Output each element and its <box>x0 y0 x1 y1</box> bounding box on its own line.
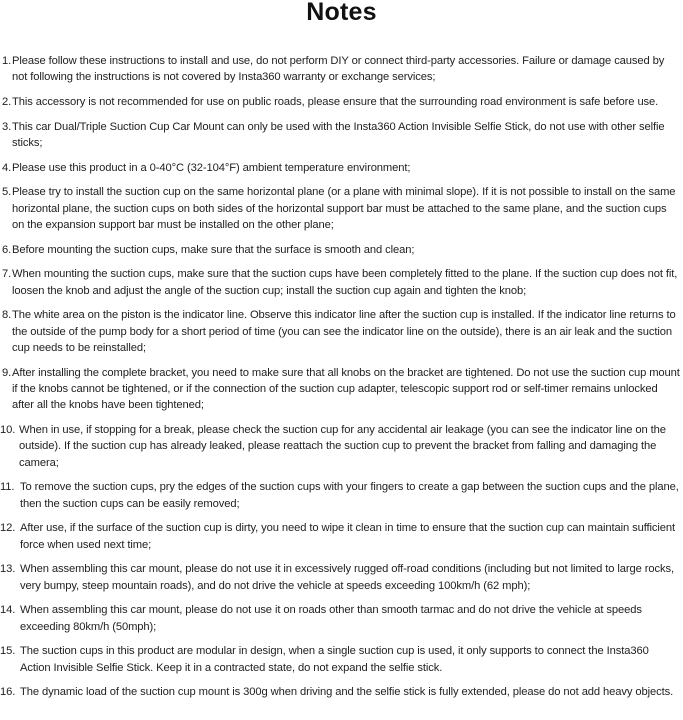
note-item-9 <box>0 365 683 414</box>
note-item-10 <box>0 422 683 471</box>
note-text: The suction cups in this product are modular in design, when a single suction cup is used, it only supports to connect the Insta360 Action Invisible Selfie Stick. Keep it in a contracted state, do not expand the selfie stick. <box>20 645 649 674</box>
note-text: When assembling this car mount, please do not use it in excessively rugged off-road conditions (including but not limited to large rocks, very bumpy, steep mountain roads), and do not drive the vehicle at speeds exceeding 100km/h (62 mph); <box>20 563 674 592</box>
note-item-8 <box>0 307 683 356</box>
note-text: This accessory is not recommended for use on public roads, please ensure that the surrounding road environment is safe before use. <box>12 96 659 108</box>
note-text: After use, if the surface of the suction cup is dirty, you need to wipe it clean in time to ensure that the suction cup can maintain sufficient force when used next time; <box>20 522 676 551</box>
note-text: This car Dual/Triple Suction Cup Car Mount can only be used with the Insta360 Action Invisible Selfie Stick, do not use with other selfie sticks; <box>12 120 665 149</box>
note-item-4 <box>0 160 683 176</box>
note-number: 15. <box>0 645 16 658</box>
note-number: 11. <box>0 481 15 494</box>
note-number: 10. <box>0 424 16 436</box>
note-text: Please follow these instructions to install and use, do not perform DIY or connect third-party accessories. Failure or damage caused by not following the instructions is not covered by Insta360 warranty or exchange services; <box>12 55 665 84</box>
note-number: 12. <box>0 522 16 535</box>
note-item-5 <box>0 184 683 233</box>
note-text: Please use this product in a 0-40°C (32-104°F) ambient temperature environment; <box>12 161 411 174</box>
note-number: 5. <box>2 186 12 199</box>
note-item-1 <box>0 53 683 86</box>
page-title: Notes <box>306 0 377 26</box>
note-number: 2. <box>2 96 12 108</box>
note-text: Before mounting the suction cups, make sure that the surface is smooth and clean; <box>12 243 415 256</box>
note-item-2 <box>0 94 683 110</box>
note-item-13 <box>0 561 683 594</box>
note-text: The dynamic load of the suction cup mount is 300g when driving and the selfie stick is fully extended, please do not add heavy objects. <box>20 686 674 699</box>
note-number: 9. <box>2 366 12 379</box>
note-text: To remove the suction cups, pry the edges of the suction cups with your fingers to create a gap between the suction cups and the plane, then the suction cups can be easily removed; <box>20 481 679 510</box>
note-text: When in use, if stopping for a break, please check the suction cup for any accidental air leakage (you can see the indicator line on the outside). If the suction cup has already leaked, please reattach the suction cup to prevent the bracket from falling and damaging the camera; <box>19 424 666 469</box>
note-number: 14. <box>0 604 16 617</box>
note-number: 7. <box>2 268 12 281</box>
note-text: When mounting the suction cups, make sure that the suction cups have been completely fitted to the plane. If the suction cup does not fit, loosen the knob and adjust the angle of the suction cup; install the suction cup again and tighten the knob; <box>12 268 678 297</box>
note-number: 16. <box>0 686 16 699</box>
note-item-11 <box>0 479 683 512</box>
note-item-16 <box>0 684 683 700</box>
note-number: 6. <box>2 243 12 256</box>
note-number: 3. <box>2 120 12 133</box>
note-item-14 <box>0 602 683 635</box>
note-item-7 <box>0 266 683 299</box>
note-number: 8. <box>2 309 12 322</box>
note-number: 13. <box>0 563 16 576</box>
note-text: The white area on the piston is the indicator line. Observe this indicator line after the suction cup is installed. If the indicator line returns to the outside of the pump body for a short period of time (you can see the indicator line on the outside), there is an air leak and the suction cup needs to be reinstalled; <box>12 309 676 354</box>
note-number: 4. <box>2 161 12 174</box>
note-number: 1. <box>2 55 12 67</box>
note-item-15 <box>0 643 683 676</box>
notes-list <box>0 53 683 709</box>
note-text: After installing the complete bracket, you need to make sure that all knobs on the bracket are tightened. Do not use the suction cup mount if the knobs cannot be tightened, or if the connection of the suction cup adapter, telescopic support rod or self-timer remains unlocked after all the knobs have been tightened; <box>12 366 680 412</box>
note-item-3 <box>0 119 683 152</box>
note-text: Please try to install the suction cup on the same horizontal plane (or a plane with minimal slope). If it is not possible to install on the same horizontal plane, the suction cups on both sides of the horizontal support bar must be attached to the same plane, and the suction cups on the expansion support bar must be installed on the other plane; <box>12 186 676 231</box>
note-item-12 <box>0 520 683 553</box>
note-item-6 <box>0 242 683 258</box>
note-text: When assembling this car mount, please do not use it on roads other than smooth tarmac and do not drive the vehicle at speeds exceeding 80km/h (50mph); <box>20 604 642 633</box>
